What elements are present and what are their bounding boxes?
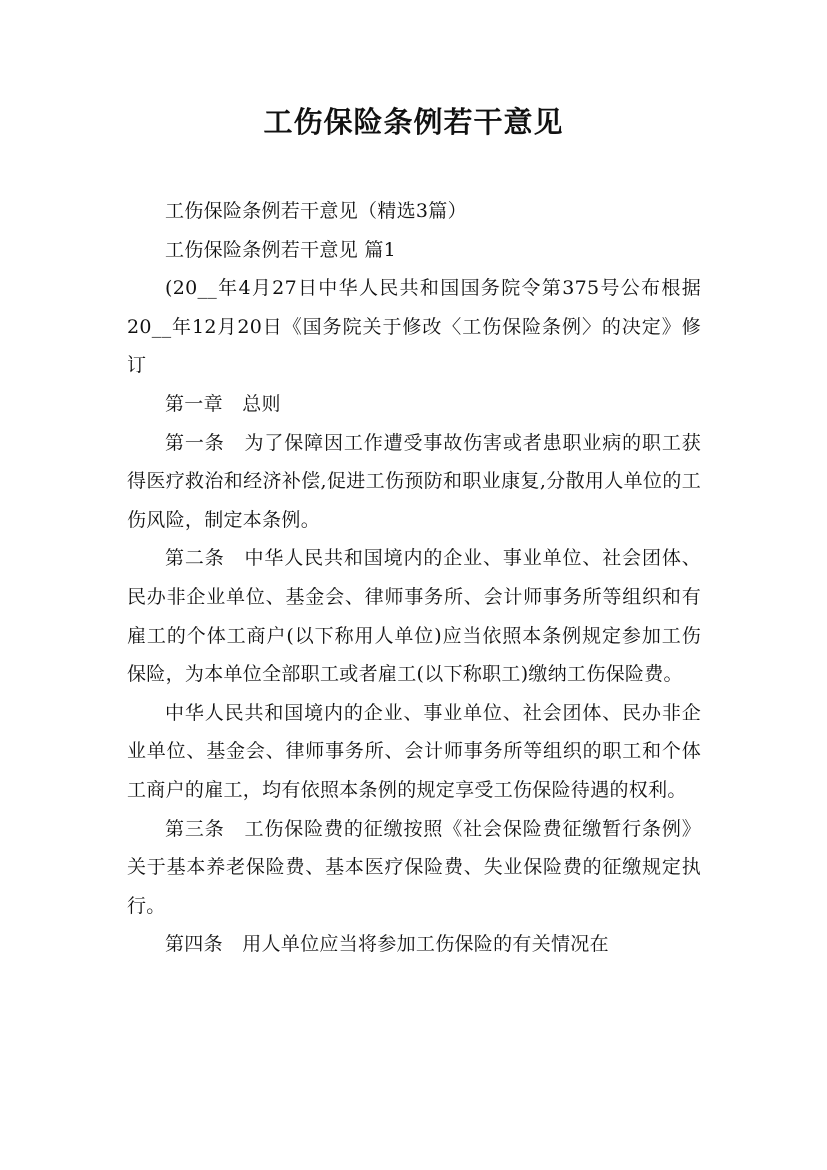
paragraph-article-4: 第四条 用人单位应当将参加工伤保险的有关情况在 xyxy=(165,933,609,956)
paragraph-chapter-heading: 第一章 总则 xyxy=(165,392,281,415)
document-body xyxy=(127,192,701,964)
paragraph-section-heading: 工伤保险条例若干意见 篇1 xyxy=(165,238,397,261)
paragraph-article-3: 第三条 工伤保险费的征缴按照《社会保险费征缴暂行条例》关于基本养老保险费、基本医疗保险费、失业保险费的征缴规定执行。 xyxy=(127,817,701,917)
paragraph-article-2-continued: 中华人民共和国境内的企业、事业单位、社会团体、民办非企业单位、基金会、律师事务所、会计师事务所等组织的职工和个体工商户的雇工，均有依照本条例的规定享受工伤保险待遇的权利。 xyxy=(127,701,701,801)
paragraph-subtitle: 工伤保险条例若干意见（精选3篇） xyxy=(165,200,467,222)
paragraph-revision-note: (20__年4月27日中华人民共和国国务院令第375号公布根据20__年12月20日《国务院关于修改〈工伤保险条例〉的决定》修订 xyxy=(127,277,701,377)
paragraph-article-1: 第一条 为了保障因工作遭受事故伤害或者患职业病的职工获得医疗救治和经济补偿,促进工伤预防和职业康复,分散用人单位的工伤风险，制定本条例。 xyxy=(127,431,701,531)
document-title: 工伤保险条例若干意见 xyxy=(263,105,564,139)
paragraph-article-2: 第二条 中华人民共和国境内的企业、事业单位、社会团体、民办非企业单位、基金会、律师事务所、会计师事务所等组织和有雇工的个体工商户(以下称用人单位)应当依照本条例规定参加工伤保险，为本单位全部职工或者雇工(以下称职工)缴纳工伤保险费。 xyxy=(127,547,701,686)
